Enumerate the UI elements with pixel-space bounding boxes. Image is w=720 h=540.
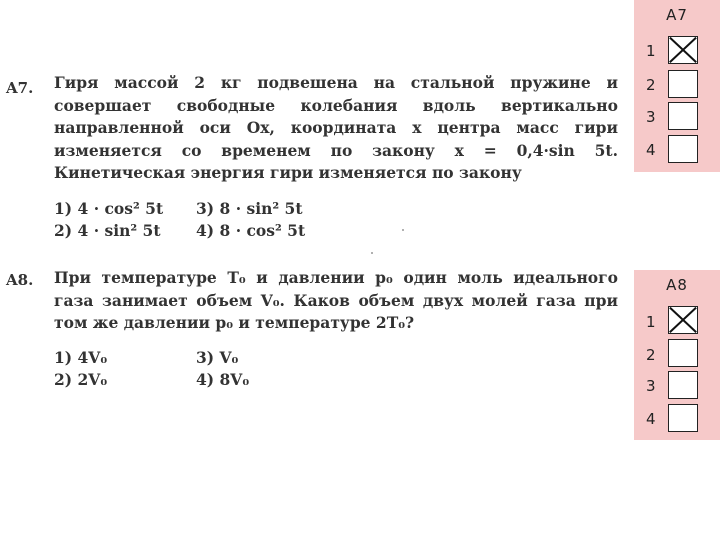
choice-label: 2	[646, 346, 656, 364]
option-a7-2: 2) 4 · sin² 5t	[54, 221, 161, 240]
option-a8-3: 3) V₀	[196, 348, 239, 367]
answer-panel-a8	[634, 270, 720, 440]
scan-speck	[371, 252, 373, 254]
question-number-a7: A7.	[6, 79, 34, 97]
option-a7-3: 3) 8 · sin² 5t	[196, 199, 303, 218]
answer-checkbox-a7-2[interactable]	[668, 70, 698, 98]
answer-checkbox-a8-2[interactable]	[668, 339, 698, 367]
answer-checkbox-a8-1[interactable]	[668, 306, 698, 334]
scan-speck	[402, 229, 404, 231]
option-a8-1: 1) 4V₀	[54, 348, 108, 367]
choice-label: 1	[646, 42, 656, 60]
question-number-a8: A8.	[6, 271, 34, 289]
answer-panel-a7	[634, 0, 720, 172]
choice-label: 3	[646, 108, 656, 126]
choice-label: 3	[646, 377, 656, 395]
choice-label: 1	[646, 313, 656, 331]
option-a7-4: 4) 8 · cos² 5t	[196, 221, 306, 240]
question-text-a7: Гиря массой 2 кг подвешена на стальной пружине и совершает свободные колебания вдоль вертикально направленной оси Ox, координата x центра масс гири изменяется со временем по закону x = 0,4·sin 5t. Кинетическая энергия гири изменяется по закону	[54, 73, 618, 182]
option-a7-1: 1) 4 · cos² 5t	[54, 199, 164, 218]
answer-checkbox-a7-4[interactable]	[668, 135, 698, 163]
choice-label: 4	[646, 141, 656, 159]
choice-label: 2	[646, 76, 656, 94]
choice-label: 4	[646, 410, 656, 428]
answer-panel-title: A7	[666, 6, 688, 24]
answer-checkbox-a7-3[interactable]	[668, 102, 698, 130]
answer-checkbox-a8-3[interactable]	[668, 371, 698, 399]
option-a8-4: 4) 8V₀	[196, 370, 250, 389]
answer-checkbox-a8-4[interactable]	[668, 404, 698, 432]
option-a8-2: 2) 2V₀	[54, 370, 108, 389]
answer-checkbox-a7-1[interactable]	[668, 36, 698, 64]
answer-panel-title: A8	[666, 276, 688, 294]
question-text-a8: При температуре T₀ и давлении p₀ один моль идеального газа занимает объем V₀. Каков объем двух молей газа при том же давлении p₀ и температуре 2T₀?	[54, 268, 618, 332]
